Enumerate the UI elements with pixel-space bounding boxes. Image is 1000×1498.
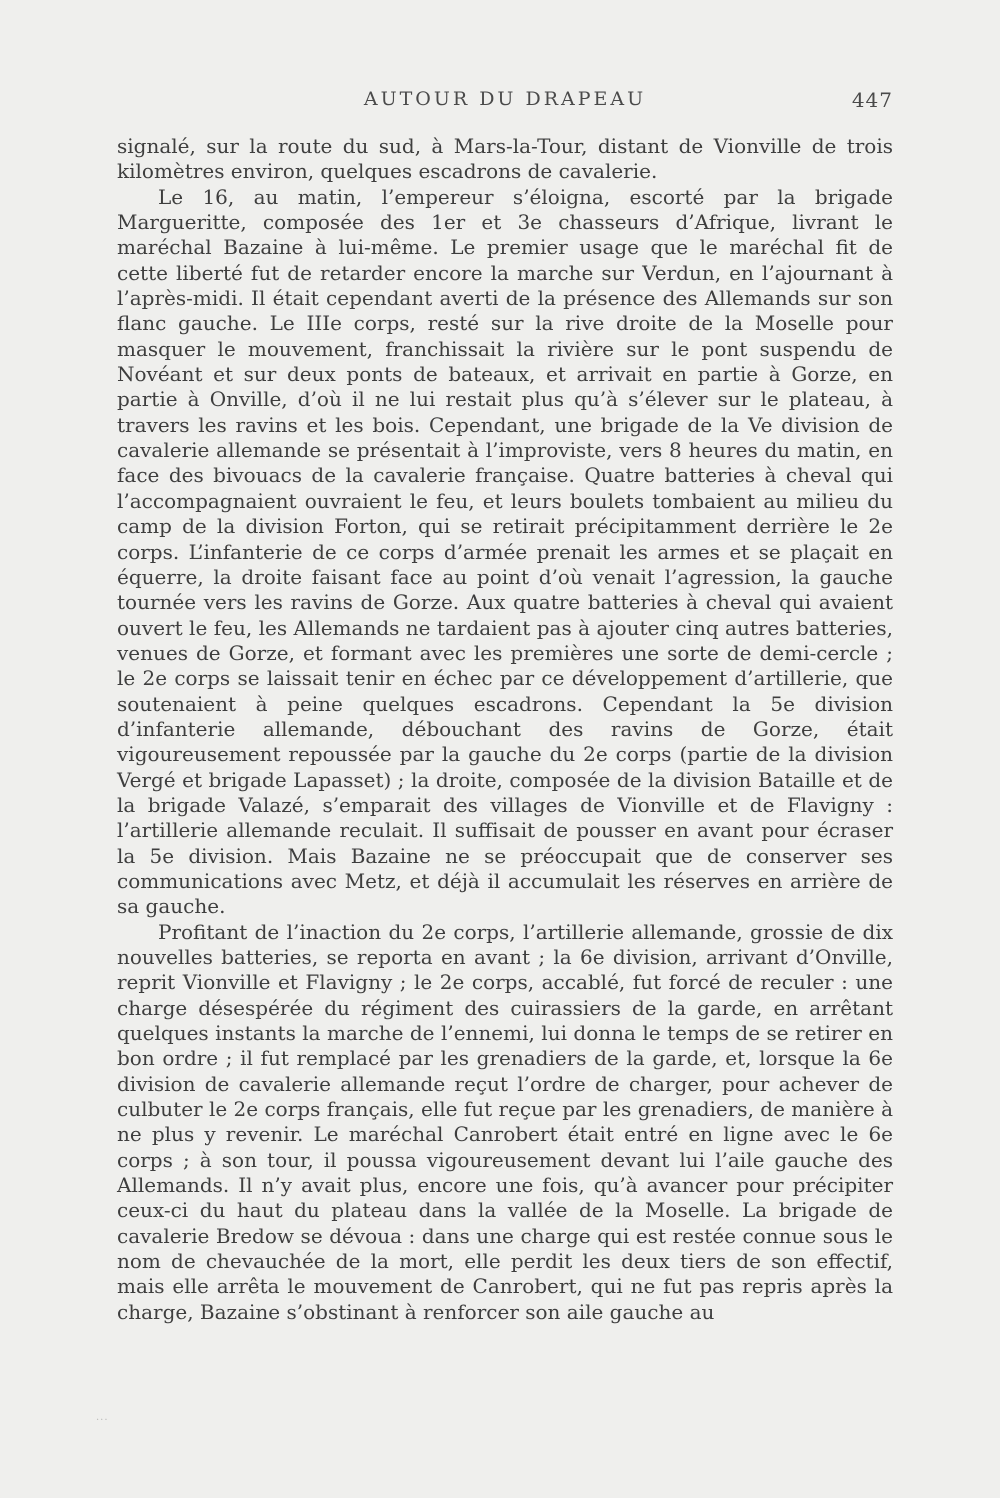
running-title: AUTOUR DU DRAPEAU (363, 88, 647, 110)
margin-mark: ... (96, 1412, 109, 1423)
page-number: 447 (851, 88, 893, 112)
paragraph: Profitant de l’inaction du 2e corps, l’artillerie allemande, grossie de dix nouvelles batteries, se reporta en avant ; la 6e division, arrivant d’Onville, reprit Vionville et Flavigny ; le 2e corps, accablé, fut forcé de reculer : une charge désespérée du régiment des cuirassiers de la garde, en arrêtant quelques instants la marche de l’ennemi, lui donna le temps de se retirer en bon ordre ; il fut remplacé par les grenadiers de la garde, et, lorsque la 6e division de cavalerie allemande reçut l’ordre de charger, pour achever de culbuter le 2e corps français, elle fut reçue par les grenadiers, de manière à ne plus y revenir. Le maréchal Canrobert était entré en ligne avec le 6e corps ; à son tour, il poussa vigoureusement devant lui l’aile gauche des Allemands. Il n’y avait plus, encore une fois, qu’à avancer pour précipiter ceux-ci du haut du plateau dans la vallée de la Moselle. La brigade de cavalerie Bredow se dévoua : dans une charge qui est restée connue sous le nom de chevauchée de la mort, elle perdit les deux tiers de son effectif, mais elle arrêta le mouvement de Canrobert, qui ne fut pas repris après la charge, Bazaine s’obstinant à renforcer son aile gauche au (117, 919, 893, 1324)
paragraph: Le 16, au matin, l’empereur s’éloigna, escorté par la brigade Margueritte, composée des 1er et 3e chasseurs d’Afrique, livrant le maréchal Bazaine à lui-même. Le premier usage que le maréchal fit de cette liberté fut de retarder encore la marche sur Verdun, en l’ajournant à l’après-midi. Il était cependant averti de la présence des Allemands sur son flanc gauche. Le IIIe corps, resté sur la rive droite de la Moselle pour masquer le mouvement, franchissait la rivière sur le pont suspendu de Novéant et sur deux ponts de bateaux, et arrivait en partie à Gorze, en partie à Onville, d’où il ne lui restait plus qu’à s’élever sur le plateau, à travers les ravins et les bois. Cependant, une brigade de la Ve division de cavalerie allemande se présentait à l’improviste, vers 8 heures du matin, en face des bivouacs de la cavalerie française. Quatre batteries à cheval qui l’accompagnaient ouvraient le feu, et leurs boulets tombaient au milieu du camp de la division Forton, qui se retirait précipitamment derrière le 2e corps. L’infanterie de ce corps d’armée prenait les armes et se plaçait en équerre, la droite faisant face au point d’où venait l’agression, la gauche tournée vers les ravins de Gorze. Aux quatre batteries à cheval qui avaient ouvert le feu, les Allemands ne tardaient pas à ajouter cinq autres batteries, venues de Gorze, et formant avec les premières une sorte de demi-cercle ; le 2e corps se laissait tenir en échec par ce développement d’artillerie, que soutenaient à peine quelques escadrons. Cependant la 5e division d’infanterie allemande, débouchant des ravins de Gorze, était vigoureusement repoussée par la gauche du 2e corps (partie de la division Vergé et brigade Lapasset) ; la droite, composée de la division Bataille et de la brigade Valazé, s’emparait des villages de Vionville et de Flavigny : l’artillerie allemande reculait. Il suffisait de pousser en avant pour écraser la 5e division. Mais Bazaine ne se préoccupait que de conserver ses communications avec Metz, et déjà il accumulait les réserves en arrière de sa gauche. (117, 184, 893, 919)
paragraph-continued: signalé, sur la route du sud, à Mars-la-Tour, distant de Vionville de trois kilomètres environ, quelques escadrons de cavalerie. (117, 134, 893, 184)
body-text (117, 134, 893, 1325)
running-head (117, 88, 893, 118)
